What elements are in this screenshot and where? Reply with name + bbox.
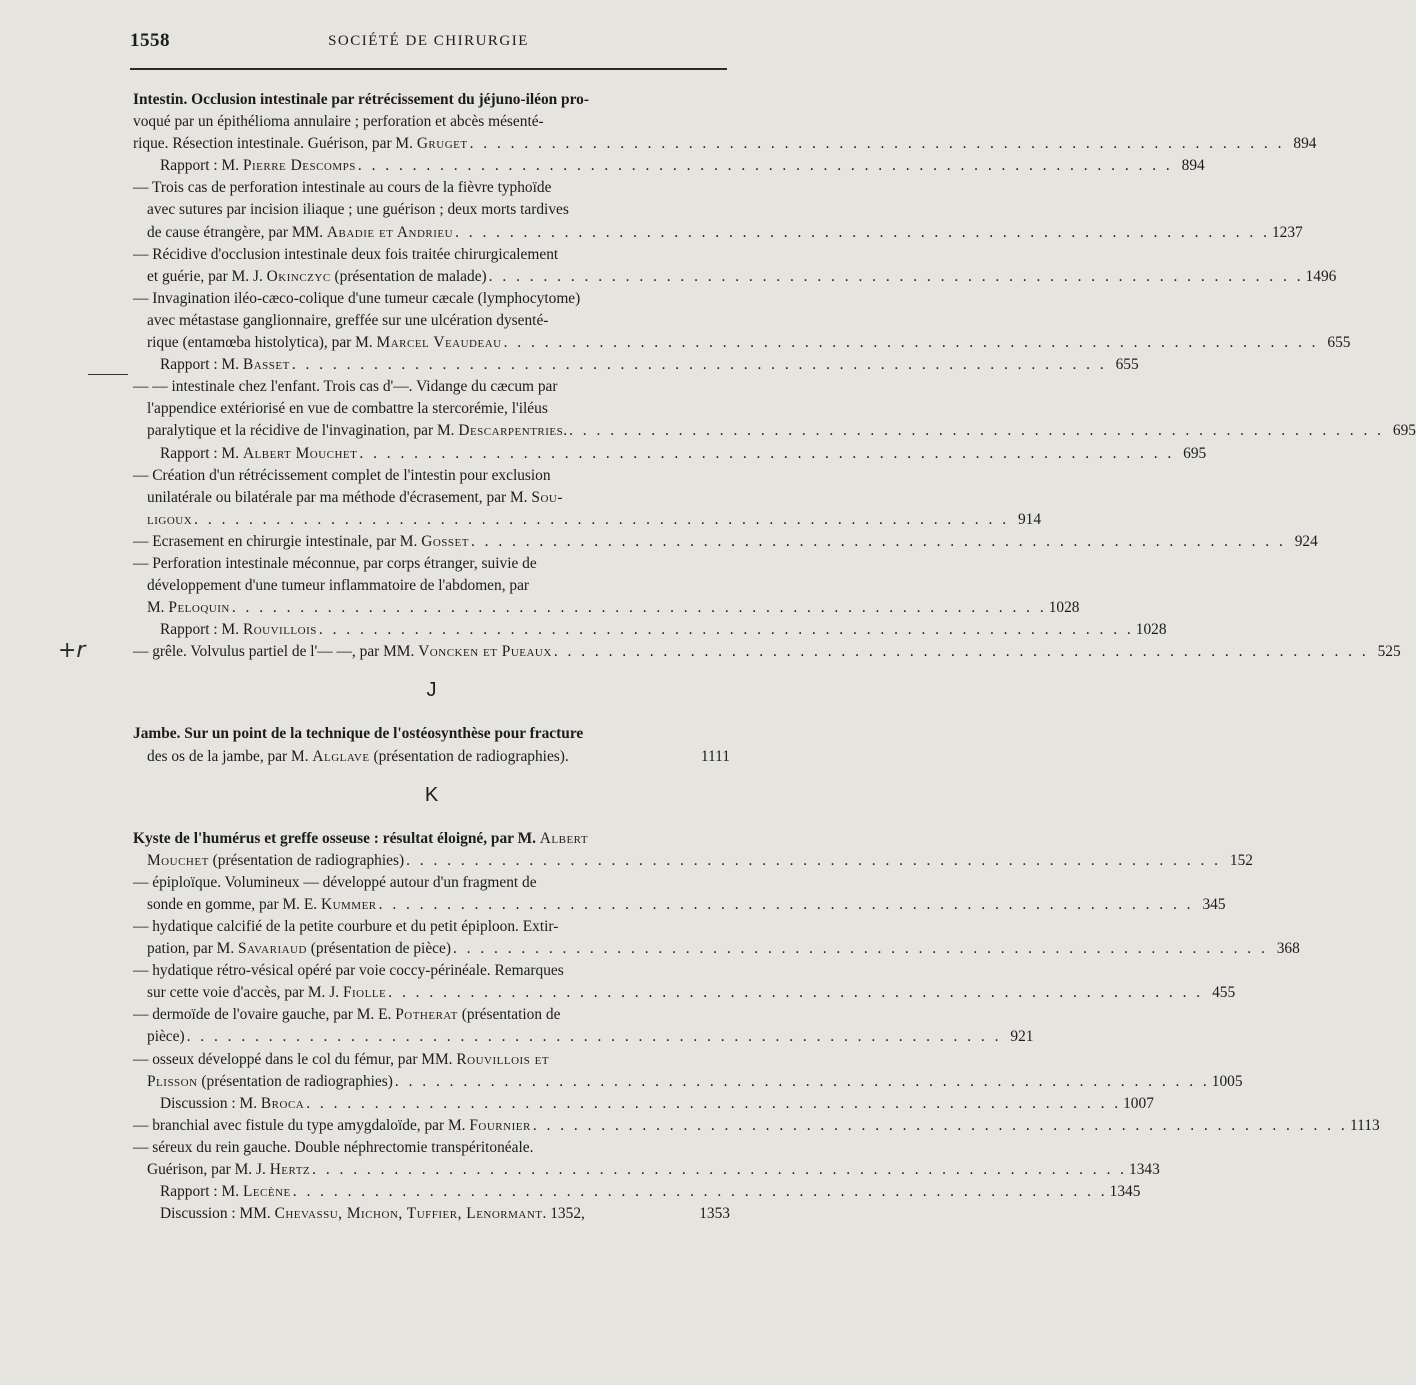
page-reference: 1353 xyxy=(699,1205,730,1223)
dot-leader: . . . . . . . . . . . . . . . . . . . . . . . . . . . . . . . . . . . . . . . . . . . . . . . . . . . . . . . . . . . . xyxy=(488,267,1304,285)
entry-text xyxy=(160,354,290,376)
entry-text xyxy=(133,465,551,487)
entry-body: Rapport : M. xyxy=(160,444,243,462)
entry-text xyxy=(147,266,487,288)
page-reference: 1028 xyxy=(1048,599,1080,617)
author-name: Mouchet xyxy=(147,851,209,869)
page-reference: 1345 xyxy=(1109,1183,1141,1201)
page-reference: 1113 xyxy=(1350,1116,1380,1134)
index-line xyxy=(133,872,730,894)
index-line xyxy=(133,1137,730,1159)
entry-body: Rapport : M. xyxy=(160,1183,243,1201)
index-line xyxy=(133,723,730,745)
dot-leader: . . . . . . . . . . . . . . . . . . . . . . . . . . . . . . . . . . . . . . . . . . . . . . . . . . . . . . . . . . . . xyxy=(388,984,1204,1002)
author-name: Basset xyxy=(242,356,290,374)
author-name: Abadie et Andrieu xyxy=(326,223,454,241)
author-name: Peloquin xyxy=(168,599,230,617)
entry-body: sur cette voie d'accès, par M. J. xyxy=(147,984,343,1002)
page-reference: 655 xyxy=(1327,334,1351,352)
page-reference: 924 xyxy=(1294,532,1318,550)
index-line xyxy=(133,960,730,982)
entry-body: pation, par M. xyxy=(147,940,239,958)
entry-text xyxy=(133,1004,560,1026)
entry-text xyxy=(147,420,567,442)
entry-text xyxy=(133,723,583,745)
page-header xyxy=(130,30,727,54)
entry-text xyxy=(133,641,552,663)
page-reference: 921 xyxy=(1010,1028,1034,1046)
margin-annotation: +r xyxy=(58,638,86,663)
entry-body: avec métastase ganglionnaire, greffée sur une ulcération dysenté- xyxy=(147,311,549,329)
dot-leader: . . . . . . . . . . . . . . . . . . . . . . . . . . . . . . . . . . . . . . . . . . . . . . . . . . . . . . . . . . . . xyxy=(292,1183,1108,1201)
author-name: Chevassu, Michon, Tuffier, Lenormant xyxy=(274,1205,543,1223)
dot-leader: . . . . . . . . . . . . . . . . . . . . . . . . . . . . . . . . . . . . . . . . . . . . . . . . . . . . . . . . . . . . xyxy=(503,334,1319,352)
margin-dash xyxy=(88,374,128,375)
entry-body: Rapport : M. xyxy=(160,157,243,175)
index-line xyxy=(133,332,1351,354)
dot-leader: . . . . . . . . . . . . . . . . . . . . . . . . . . . . . . . . . . . . . . . . . . . . . . . . . . . . . . . . . . . . xyxy=(569,422,1384,440)
entry-tail: (présentation de malade) xyxy=(330,267,487,285)
entry-body: l'appendice extériorisé en vue de combattre la stercorémie, l'iléus xyxy=(147,400,548,418)
entry-text xyxy=(147,938,451,960)
entry-body: — Perforation intestinale méconnue, par corps étranger, suivie de xyxy=(133,554,537,572)
entry-text xyxy=(133,89,589,111)
entry-body: sonde en gomme, par M. E. xyxy=(147,895,321,913)
page-reference: 894 xyxy=(1293,135,1317,153)
dot-leader: . . . . . . . . . . . . . . . . . . . . . . . . . . . . . . . . . . . . . . . . . . . . . . . . . . . . . . . . . . . . xyxy=(532,1116,1348,1134)
page-reference: 1005 xyxy=(1211,1072,1243,1090)
entry-text xyxy=(147,199,569,221)
entry-text xyxy=(133,288,580,310)
index-line xyxy=(133,420,1416,442)
index-line xyxy=(133,597,1080,619)
entry-text xyxy=(147,850,404,872)
entry-text xyxy=(160,1203,585,1225)
page-reference: 152 xyxy=(1229,851,1253,869)
dot-leader: . . . . . . . . . . . . . . . . . . . . . . . . . . . . . . . . . . . . . . . . . . . . . . . . . . . . . . . . . . . . xyxy=(470,532,1286,550)
section-letter-j: J xyxy=(426,679,437,702)
author-name: Rouvillois et xyxy=(456,1050,550,1068)
section-i-entries xyxy=(133,89,1416,663)
entry-body: — hydatique rétro-vésical opéré par voie coccy-périnéale. Remarques xyxy=(133,962,564,980)
dot-leader xyxy=(585,1203,699,1225)
entry-tail: . 1352, xyxy=(542,1205,585,1223)
dot-leader: . . . . . . . . . . . . . . . . . . . . . . . . . . . . . . . . . . . . . . . . . . . . . . . . . . . . . . . . . . . . xyxy=(231,599,1047,617)
page-number: 1558 xyxy=(130,30,170,51)
dot-leader: . . . . . . . . . . . . . . . . . . . . . . . . . . . . . . . . . . . . . . . . . . . . . . . . . . . . . . . . . . . . xyxy=(357,157,1173,175)
section-letter-k: K xyxy=(424,783,439,806)
entry-text xyxy=(133,244,558,266)
index-line xyxy=(133,310,730,332)
index-line xyxy=(133,398,730,420)
page-reference: 1496 xyxy=(1305,267,1337,285)
dot-leader: . . . . . . . . . . . . . . . . . . . . . . . . . . . . . . . . . . . . . . . . . . . . . . . . . . . . . . . . . . . . xyxy=(312,1161,1128,1179)
author-name: Gosset xyxy=(421,532,469,550)
dot-leader xyxy=(569,746,700,768)
index-line xyxy=(133,1159,1160,1181)
author-name: Gruget xyxy=(416,135,468,153)
page-reference: 695 xyxy=(1392,422,1416,440)
index-line xyxy=(133,1203,730,1225)
entry-text xyxy=(133,916,558,938)
author-name: Alglave xyxy=(312,747,370,765)
index-line xyxy=(133,1093,1154,1115)
entry-text xyxy=(133,960,564,982)
index-line xyxy=(133,199,730,221)
page-reference: 894 xyxy=(1181,157,1205,175)
entry-text xyxy=(133,872,537,894)
entry-body: Rapport : M. xyxy=(160,356,243,374)
entry-body: — — intestinale chez l'enfant. Trois cas d'—. Vidange du cæcum par xyxy=(133,378,558,396)
entry-body: Rapport : M. xyxy=(160,621,243,639)
entry-text xyxy=(133,111,544,133)
page-reference: 455 xyxy=(1212,984,1236,1002)
index-line xyxy=(133,850,1253,872)
entry-body: — Ecrasement en chirurgie intestinale, par M. xyxy=(133,532,422,550)
entry-body: — épiploïque. Volumineux — développé autour d'un fragment de xyxy=(133,873,537,891)
entry-text xyxy=(160,155,356,177)
dot-leader: . . . . . . . . . . . . . . . . . . . . . . . . . . . . . . . . . . . . . . . . . . . . . . . . . . . . . . . . . . . . xyxy=(455,223,1270,241)
index-line xyxy=(133,916,730,938)
index-line xyxy=(133,155,1205,177)
entry-body: Guérison, par M. J. xyxy=(147,1161,270,1179)
page-reference: 345 xyxy=(1202,895,1226,913)
entry-body: unilatérale ou bilatérale par ma méthode d'écrasement, par M. xyxy=(147,488,532,506)
page-reference: 1237 xyxy=(1271,223,1303,241)
entry-body: — Création d'un rétrécissement complet de l'intestin pour exclusion xyxy=(133,466,551,484)
author-name: Descarpentries xyxy=(458,422,564,440)
index-line xyxy=(133,1071,1243,1093)
entry-body: — Trois cas de perforation intestinale au cours de la fièvre typhoïde xyxy=(133,179,552,197)
entry-text xyxy=(160,1093,304,1115)
entry-text xyxy=(133,1137,533,1159)
index-line xyxy=(133,982,1236,1004)
index-line xyxy=(133,443,1207,465)
author-name: Hertz xyxy=(269,1161,311,1179)
entry-body: rique (entamœba histolytica), par M. xyxy=(147,334,377,352)
author-name: Sou- xyxy=(531,488,563,506)
entry-text xyxy=(160,443,357,465)
entry-text xyxy=(133,177,551,199)
author-name: Pierre Descomps xyxy=(242,157,356,175)
index-line xyxy=(133,575,730,597)
index-line xyxy=(133,177,730,199)
index-line xyxy=(133,244,730,266)
entry-text xyxy=(147,1159,310,1181)
index-body xyxy=(133,89,1416,1225)
entry-body: Jambe. Sur un point de la technique de l'ostéosynthèse pour fracture xyxy=(133,725,584,743)
entry-body: avec sutures par incision iliaque ; une guérison ; deux morts tardives xyxy=(147,201,569,219)
index-line xyxy=(133,509,1042,531)
page-reference: 655 xyxy=(1115,356,1139,374)
index-line xyxy=(133,89,730,111)
entry-tail: (présentation de pièce) xyxy=(306,940,451,958)
entry-tail: (présentation de radiographies). xyxy=(369,747,569,765)
author-name: Albert Mouchet xyxy=(242,444,358,462)
author-name: Okinczyc xyxy=(266,267,331,285)
section-j-entries xyxy=(133,723,730,767)
entry-text xyxy=(147,575,529,597)
entry-text xyxy=(147,487,563,509)
entry-body: Discussion : M. xyxy=(160,1094,261,1112)
author-name: Fournier xyxy=(469,1116,531,1134)
index-line xyxy=(133,1115,1380,1137)
entry-text xyxy=(147,332,502,354)
entry-text xyxy=(147,982,386,1004)
entry-body: rique. Résection intestinale. Guérison, par M. xyxy=(133,135,417,153)
index-line xyxy=(133,222,1303,244)
dot-leader: . . . . . . . . . . . . . . . . . . . . . . . . . . . . . . . . . . . . . . . . . . . . . . . . . . . . . . . . . . . . xyxy=(378,895,1194,913)
dot-leader: . . . . . . . . . . . . . . . . . . . . . . . . . . . . . . . . . . . . . . . . . . . . . . . . . . . . . . . . . . . . xyxy=(452,940,1268,958)
author-name: Rouvillois xyxy=(242,621,317,639)
entry-text xyxy=(133,828,588,850)
entry-text xyxy=(147,222,453,244)
entry-text xyxy=(147,398,548,420)
dot-leader: . . . . . . . . . . . . . . . . . . . . . . . . . . . . . . . . . . . . . . . . . . . . . . . . . . . . . . . . . . . . xyxy=(394,1072,1210,1090)
index-line xyxy=(133,465,730,487)
entry-text xyxy=(147,310,548,332)
index-line xyxy=(133,553,730,575)
entry-text xyxy=(147,746,569,768)
index-line xyxy=(133,354,1139,376)
entry-text xyxy=(133,1049,549,1071)
dot-leader: . . . . . . . . . . . . . . . . . . . . . . . . . . . . . . . . . . . . . . . . . . . . . . . . . . . . . . . . . . . . xyxy=(359,444,1175,462)
index-line xyxy=(133,531,1318,553)
entry-text xyxy=(133,553,537,575)
dot-leader: . . . . . . . . . . . . . . . . . . . . . . . . . . . . . . . . . . . . . . . . . . . . . . . . . . . . . . . . . . . . xyxy=(553,643,1369,661)
entry-tail: (présentation de radiographies) xyxy=(208,851,405,869)
page-reference: 1343 xyxy=(1129,1161,1160,1179)
author-name: Plisson xyxy=(147,1072,198,1090)
entry-body: et guérie, par M. J. xyxy=(147,267,267,285)
section-k-entries xyxy=(133,828,1380,1226)
dot-leader: . . . . . . . . . . . . . . . . . . . . . . . . . . . . . . . . . . . . . . . . . . . . . . . . . . . . . . . . . . . . xyxy=(406,851,1221,869)
entry-text xyxy=(147,1071,393,1093)
index-line xyxy=(133,1004,730,1026)
author-name: Lecène xyxy=(242,1183,291,1201)
page-reference: 368 xyxy=(1276,940,1300,958)
entry-body: développement d'une tumeur inflammatoire de l'abdomen, par xyxy=(147,577,530,595)
entry-tail: . xyxy=(563,422,568,440)
running-head: SOCIÉTÉ DE CHIRURGIE xyxy=(328,33,529,49)
author-name: Potherat xyxy=(395,1006,458,1024)
entry-text xyxy=(160,1181,291,1203)
entry-body: — osseux développé dans le col du fémur, par MM. xyxy=(133,1050,457,1068)
entry-text xyxy=(147,1026,185,1048)
author-name: Albert xyxy=(539,829,589,847)
entry-text xyxy=(147,894,377,916)
entry-body: M. xyxy=(147,599,169,617)
page-reference: 1028 xyxy=(1135,621,1167,639)
entry-body: — Invagination iléo-cæco-colique d'une tumeur cæcale (lymphocytome) xyxy=(133,289,581,307)
index-line xyxy=(133,746,730,768)
entry-text xyxy=(133,376,558,398)
entry-body: — séreux du rein gauche. Double néphrectomie transpéritonéale. xyxy=(133,1138,534,1156)
entry-body: Intestin. Occlusion intestinale par rétrécissement du jéjuno-iléon pro- xyxy=(133,91,589,108)
index-line xyxy=(133,487,730,509)
index-line xyxy=(133,1049,730,1071)
author-name: Savariaud xyxy=(238,940,307,958)
index-line xyxy=(133,376,730,398)
index-line xyxy=(133,641,1401,663)
entry-body: — Récidive d'occlusion intestinale deux fois traitée chirurgicalement xyxy=(133,245,559,263)
entry-tail: (présentation de xyxy=(457,1006,561,1024)
dot-leader: . . . . . . . . . . . . . . . . . . . . . . . . . . . . . . . . . . . . . . . . . . . . . . . . . . . . . . . . . . . . xyxy=(194,510,1010,528)
index-line xyxy=(133,894,1226,916)
author-name: Marcel Veaudeau xyxy=(376,334,502,352)
page-reference: 525 xyxy=(1377,643,1401,661)
entry-text xyxy=(147,597,230,619)
dot-leader: . . . . . . . . . . . . . . . . . . . . . . . . . . . . . . . . . . . . . . . . . . . . . . . . . . . . . . . . . . . . xyxy=(469,135,1285,153)
author-name: Fiolle xyxy=(342,984,387,1002)
author-name: Voncken et Pueaux xyxy=(418,643,552,661)
author-name: ligoux xyxy=(147,510,193,528)
entry-text xyxy=(160,619,317,641)
entry-body: pièce) xyxy=(147,1028,185,1046)
index-line xyxy=(133,111,730,133)
index-line xyxy=(133,619,1167,641)
index-line xyxy=(133,133,1317,155)
entry-body: — hydatique calcifié de la petite courbure et du petit épiploon. Extir- xyxy=(133,918,559,935)
entry-text xyxy=(133,1115,531,1137)
header-rule xyxy=(130,68,727,70)
author-name: Kummer xyxy=(320,895,377,913)
entry-body: Discussion : MM. xyxy=(160,1205,275,1223)
dot-leader: . . . . . . . . . . . . . . . . . . . . . . . . . . . . . . . . . . . . . . . . . . . . . . . . . . . . . . . . . . . . xyxy=(306,1094,1122,1112)
entry-body: voqué par un épithélioma annulaire ; perforation et abcès mésenté- xyxy=(133,113,544,131)
entry-body: Kyste de l'humérus et greffe osseuse : résultat éloigné, par M. xyxy=(133,829,540,847)
entry-body: des os de la jambe, par M. xyxy=(147,747,313,765)
entry-body: paralytique et la récidive de l'invagination, par M. xyxy=(147,422,459,440)
entry-body: — branchial avec fistule du type amygdaloïde, par M. xyxy=(133,1116,470,1134)
dot-leader: . . . . . . . . . . . . . . . . . . . . . . . . . . . . . . . . . . . . . . . . . . . . . . . . . . . . . . . . . . . . xyxy=(318,621,1134,639)
page-reference: 1111 xyxy=(700,747,730,765)
author-name: Broca xyxy=(260,1094,305,1112)
index-line xyxy=(133,828,730,850)
entry-body: — grêle. Volvulus partiel de l'— —, par MM. xyxy=(133,643,419,661)
index-line xyxy=(133,938,1300,960)
entry-body: — dermoïde de l'ovaire gauche, par M. E. xyxy=(133,1006,396,1024)
dot-leader: . . . . . . . . . . . . . . . . . . . . . . . . . . . . . . . . . . . . . . . . . . . . . . . . . . . . . . . . . . . . xyxy=(186,1028,1002,1046)
page-reference: 695 xyxy=(1183,444,1207,462)
entry-body: de cause étrangère, par MM. xyxy=(147,223,327,241)
entry-tail: (présentation de radiographies) xyxy=(197,1072,393,1090)
page-reference: 914 xyxy=(1017,510,1042,528)
index-line xyxy=(133,288,730,310)
index-line xyxy=(133,1181,1141,1203)
entry-text xyxy=(133,531,469,553)
index-line xyxy=(133,1026,1034,1048)
dot-leader: . . . . . . . . . . . . . . . . . . . . . . . . . . . . . . . . . . . . . . . . . . . . . . . . . . . . . . . . . . . . xyxy=(291,356,1107,374)
page-reference: 1007 xyxy=(1123,1094,1154,1112)
entry-text xyxy=(147,509,192,531)
entry-text xyxy=(133,133,468,155)
index-line xyxy=(133,266,1337,288)
